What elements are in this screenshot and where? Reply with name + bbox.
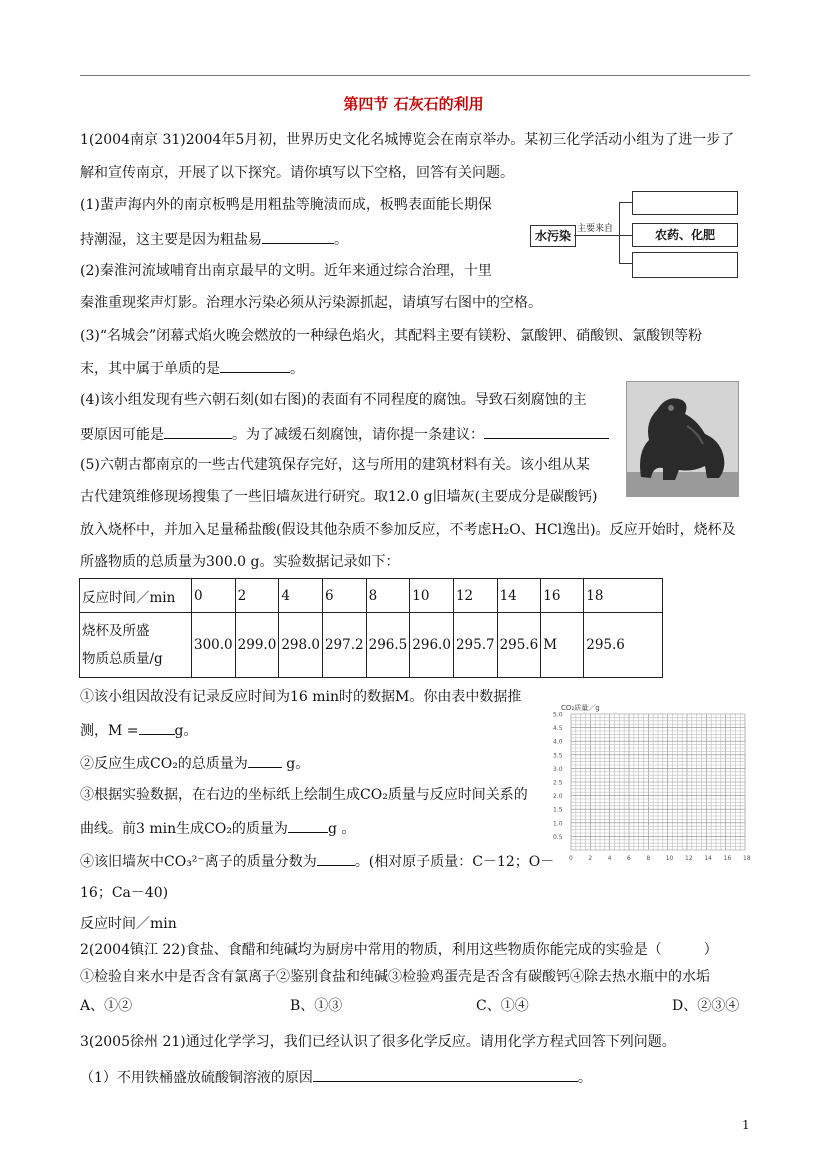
x-tick-label: 0: [569, 855, 573, 862]
x-tick-label: 18: [743, 855, 751, 862]
table-cell: 297.2: [322, 613, 366, 678]
y-tick-label: 4.0: [553, 738, 563, 746]
q2-line1: 2(2004镇江 22)食盐、食醋和纯碱均为厨房中常用的物质，利用这些物质你能完成的实验是（ ）: [80, 942, 718, 958]
table-cell: 12: [453, 579, 497, 613]
source-box-3[interactable]: [632, 252, 738, 278]
answer-blank-3[interactable]: [220, 358, 290, 373]
q1-sub3-line1: ③根据实验数据，在右边的坐标纸上绘制生成CO₂质量与反应时间关系的: [80, 787, 528, 803]
q2-option-d[interactable]: D、②③④: [672, 998, 740, 1014]
q2-option-a[interactable]: A、①②: [80, 998, 133, 1014]
mainly-from-label: 主要来自: [577, 224, 614, 234]
graph-x-ticks: [569, 855, 751, 862]
table-cell: 296.0: [410, 613, 454, 678]
y-tick-label: 2.0: [553, 793, 563, 801]
water-pollution-box: 水污染: [530, 225, 576, 247]
table-header-mass: 烧杯及所盛 物质总质量/g: [80, 613, 192, 678]
q1-part5-line3: 放入烧杯中，并加入足量稀盐酸(假设其他杂质不参加反应，不考虑H₂O、HCl逸出)。反应开始时，烧杯及: [80, 522, 736, 538]
table-row-mass: [80, 613, 663, 678]
graph-paper[interactable]: [549, 700, 749, 872]
stone-carving-photo: [626, 381, 739, 497]
diagram-branch-top: [619, 202, 632, 203]
x-tick-label: 16: [723, 855, 732, 862]
x-tick-label: 10: [665, 855, 674, 862]
q1-part5-line1: (5)六朝古都南京的一些古代建筑保存完好，这与所用的建筑材料有关。该小组从某: [80, 457, 590, 473]
diagram-branch-mid: [619, 235, 632, 236]
y-tick-label: 5.0: [553, 711, 563, 719]
page-number: 1: [742, 1118, 750, 1132]
y-tick-label: 3.5: [553, 752, 563, 760]
q2-line2: ①检验自来水中是否含有氯离子②鉴别食盐和纯碱③检验鸡蛋壳是否含有碳酸钙④除去热水瓶中的水垢: [80, 969, 710, 985]
table-cell: 295.7: [453, 613, 497, 678]
q1-intro-line1: 1(2004南京 31)2004年5月初，世界历史文化名城博览会在南京举办。某初三化学活动小组为了进一步了: [80, 132, 735, 148]
answer-blank-1[interactable]: [262, 229, 334, 244]
page-title: 第四节 石灰石的利用: [343, 95, 484, 113]
source-box-2: 农药、化肥: [632, 223, 738, 247]
answer-blank-3min[interactable]: [288, 818, 328, 833]
graph-grid: [571, 714, 745, 850]
source-box-1[interactable]: [632, 191, 738, 215]
q1-after-label: 反应时间／min: [80, 916, 177, 932]
y-tick-label: 3.0: [553, 765, 563, 773]
y-tick-label: 2.5: [553, 779, 563, 787]
diagram-bracket: [619, 202, 620, 263]
data-table: [79, 578, 663, 678]
graph-y-ticks: [553, 712, 563, 841]
answer-blank-co2-total[interactable]: [248, 753, 282, 768]
answer-blank-fraction[interactable]: [317, 851, 355, 866]
x-tick-label: 2: [588, 855, 593, 862]
header-rule: [80, 75, 750, 76]
y-tick-label: 1.0: [553, 820, 563, 828]
q1-part4-line1: (4)该小组发现有些六朝石刻(如右图)的表面有不同程度的腐蚀。导致石刻腐蚀的主: [80, 392, 587, 408]
q1-part3-line2: 末，其中属于单质的是 。: [80, 358, 304, 378]
table-cell: 6: [322, 579, 366, 613]
x-tick-label: 14: [704, 855, 712, 862]
y-tick-label: 1.5: [553, 806, 563, 814]
q1-part5-line2: 古代建筑维修现场搜集了一些旧墙灰进行研究。取12.0 g旧墙灰(主要成分是碳酸钙): [80, 489, 598, 505]
table-cell: 14: [497, 579, 541, 613]
table-cell: 0: [192, 579, 236, 613]
table-cell: 4: [279, 579, 323, 613]
table-cell: 16: [541, 579, 584, 613]
table-cell: 298.0: [279, 613, 323, 678]
y-tick-label: 0.5: [553, 833, 563, 841]
graph-y-label: CO₂质量／g: [561, 704, 600, 712]
x-tick-label: 4: [607, 855, 612, 862]
q3-line1: 3(2005徐州 21)通过化学学习，我们已经认识了很多化学反应。请用化学方程式回答下列问题。: [80, 1034, 676, 1050]
table-cell: 295.6: [497, 613, 541, 678]
table-cell: 10: [410, 579, 454, 613]
table-cell: 8: [366, 579, 410, 613]
x-tick-label: 8: [646, 855, 651, 862]
answer-blank-4a[interactable]: [164, 424, 232, 439]
q1-part2-line1: (2)秦淮河流域哺育出南京最早的文明。近年来通过综合治理，十里: [80, 263, 492, 279]
y-tick-label: 4.5: [553, 725, 563, 733]
answer-blank-q3[interactable]: [313, 1067, 578, 1082]
q1-sub4-line2: 16；Ca－40): [80, 885, 169, 901]
answer-blank-4b[interactable]: [484, 424, 609, 439]
q1-sub1-line2: 测，M = g。: [80, 720, 197, 740]
x-tick-label: 6: [627, 855, 631, 862]
table-cell: 295.6: [584, 613, 663, 678]
q1-sub1-line1: ①该小组因故没有记录反应时间为16 min时的数据M。你由表中数据推: [80, 689, 522, 705]
answer-blank-m[interactable]: [139, 720, 175, 735]
q1-part5-line4: 所盛物质的总质量为300.0 g。实验数据记录如下：: [80, 554, 400, 570]
table-header-time: 反应时间／min: [80, 579, 192, 613]
table-cell: 18: [584, 579, 663, 613]
table-row-time: [80, 579, 663, 613]
q1-part4-line2: 要原因可能是 。为了减缓石刻腐蚀，请你提一条建议：: [80, 424, 609, 444]
table-cell: M: [541, 613, 584, 678]
diagram-branch-bottom: [619, 263, 632, 264]
q1-sub3-line2: 曲线。前3 min生成CO₂的质量为 g 。: [80, 818, 355, 838]
table-cell: 300.0: [192, 613, 236, 678]
q1-sub2: ②反应生成CO₂的总质量为 g。: [80, 753, 309, 773]
table-cell: 299.0: [235, 613, 279, 678]
q1-part1-line2: 持潮湿，这主要是因为粗盐易 。: [80, 229, 348, 249]
q3-line2: （1）不用铁桶盛放硫酸铜溶液的原因 。: [80, 1067, 592, 1087]
table-cell: 2: [235, 579, 279, 613]
x-tick-label: 12: [685, 855, 693, 862]
q2-option-b[interactable]: B、①③: [290, 998, 343, 1014]
diagram-connector: [574, 235, 619, 236]
table-cell: 296.5: [366, 613, 410, 678]
q1-sub4-line1: ④该旧墙灰中CO₃²⁻离子的质量分数为 。(相对原子质量：C－12；O－: [80, 851, 554, 871]
q1-intro-line2: 解和宣传南京，开展了以下探究。请你填写以下空格，回答有关问题。: [80, 165, 514, 181]
q1-part3-line1: (3)“名城会”闭幕式焰火晚会燃放的一种绿色焰火，其配料主要有镁粉、氯酸钾、硝酸钡、氯酸钡等粉: [80, 328, 703, 344]
q1-part1-line1: (1)蜚声海内外的南京板鸭是用粗盐等腌渍而成，板鸭表面能长期保: [80, 197, 492, 213]
q2-option-c[interactable]: C、①④: [476, 998, 529, 1014]
q1-part2-line2: 秦淮重现桨声灯影。治理水污染必须从污染源抓起，请填写右图中的空格。: [80, 295, 542, 311]
